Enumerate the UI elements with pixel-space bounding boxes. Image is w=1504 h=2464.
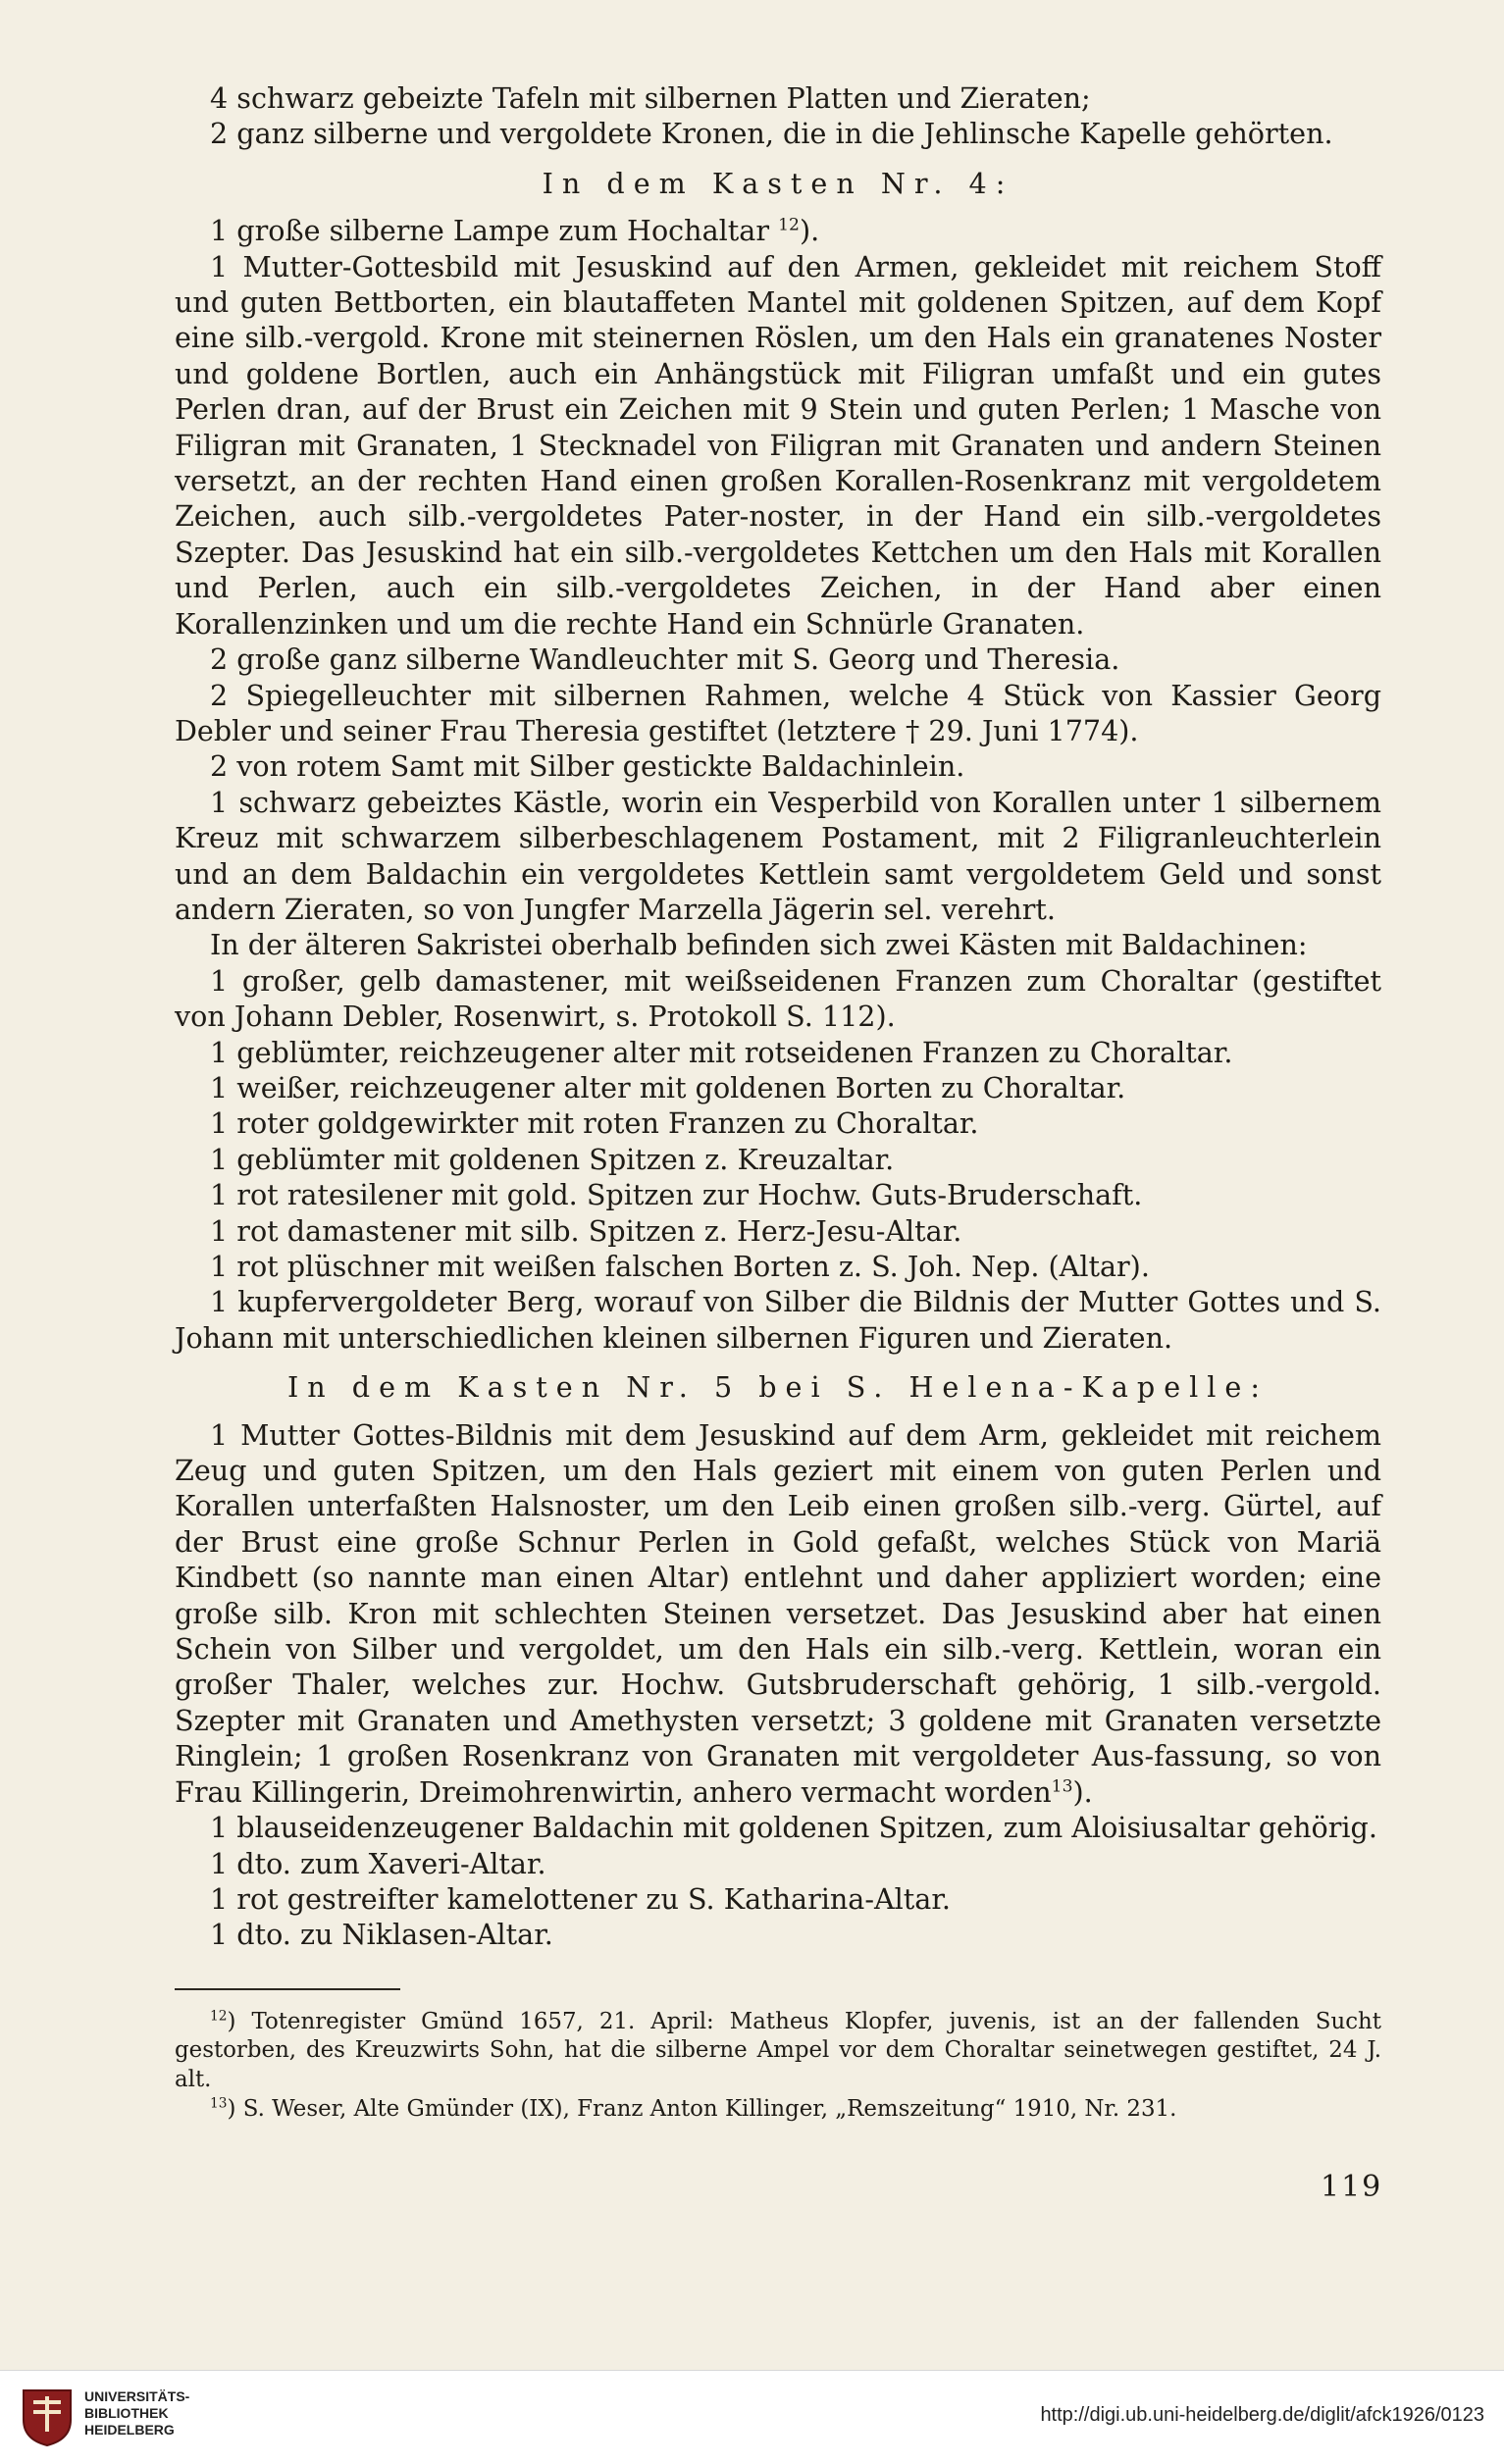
footnote-reference[interactable]: 12 bbox=[778, 215, 800, 235]
inventory-entry bbox=[175, 1177, 1381, 1212]
inventory-entry bbox=[175, 1810, 1381, 1845]
entry-text: 1 weißer, reichzeugener alter mit goldenen Borten zu Choraltar. bbox=[210, 1070, 1126, 1104]
entry-text: 1 geblümter mit goldenen Spitzen z. Kreuzaltar. bbox=[210, 1142, 895, 1176]
inventory-entry bbox=[175, 213, 1381, 248]
inventory-entry bbox=[175, 1284, 1381, 1356]
university-seal-icon bbox=[20, 2387, 75, 2447]
inventory-entry bbox=[175, 249, 1381, 642]
inventory-entry bbox=[175, 785, 1381, 928]
inventory-entry bbox=[175, 80, 1381, 116]
entry-text: In dem Kasten Nr. 4: bbox=[542, 166, 1014, 200]
inventory-entry bbox=[175, 642, 1381, 677]
entry-text: 1 rot plüschner mit weißen falschen Borten z. S. Joh. Nep. (Altar). bbox=[210, 1250, 1150, 1283]
footnote-mark: 13 bbox=[210, 2094, 228, 2111]
entry-text: 2 von rotem Samt mit Silber gestickte Baldachinlein. bbox=[210, 749, 965, 784]
library-name-line3: HEIDELBERG bbox=[84, 2422, 175, 2438]
footnote-divider bbox=[175, 1988, 400, 1990]
entry-text-tail: ). bbox=[799, 214, 820, 248]
inventory-entry bbox=[175, 963, 1381, 1035]
entry-text: 1 dto. zu Niklasen-Altar. bbox=[210, 1918, 553, 1952]
entry-text: 1 Mutter Gottes-Bildnis mit dem Jesuskind auf dem Arm, gekleidet mit reichem Zeug und guten Spitzen, um den Hals geziert mit einem von guten Perlen und Korallen unterfaßten Halsnoster, um den Leib einen großen silb.-verg. Gürtel, auf der Brust eine große Schnur Perlen in Gold gefaßt, welches Stück von Mariä Kindbett (so nannte man einen Altar) entlehnt und daher appliziert worden; eine große silb. Kron mit schlechten Steinen versetzet. Das Jesuskind aber hat einen Schein von Silber und vergoldet, um den Hals ein silb.-verg. Kettlein, woran ein großer Thaler, welches zur. Hochw. Gutsbruderschaft gehörig, 1 silb.-vergold. Szepter mit Granaten und Amethysten versetzt; 3 goldene mit Granaten versetzte Ringlein; 1 großen Rosenkranz von Granaten mit vergoldeter Aus-fassung, so von Frau Killingerin, Dreimohrenwirtin, anhero vermacht worden bbox=[175, 1417, 1381, 1809]
footnote-text: Totenregister Gmünd 1657, 21. April: Matheus Klopfer, juvenis, ist an der fallenden Sucht gestorben, des Kreuzwirts Sohn, hat die silberne Ampel vor dem Choraltar seinetwegen gestiftet, 24 J. alt. bbox=[175, 2008, 1381, 2092]
entry-text: 2 große ganz silberne Wandleuchter mit S. Georg und Theresia. bbox=[210, 642, 1120, 677]
inventory-entry bbox=[175, 1142, 1381, 1177]
entry-text: 1 rot damastener mit silb. Spitzen z. Herz-Jesu-Altar. bbox=[210, 1213, 962, 1248]
entry-text: 1 blauseidenzeugener Baldachin mit goldenen Spitzen, zum Aloisiusaltar gehörig. bbox=[210, 1811, 1377, 1845]
entry-text: 1 Mutter-Gottesbild mit Jesuskind auf den Armen, gekleidet mit reichem Stoff und guten Bettborten, ein blautaffeten Mantel mit goldenen Spitzen, auf dem Kopf eine silb.-vergold. Krone mit steinernen Röslen, um den Hals ein granatenes Noster und goldene Bortlen, auch ein Anhängstück mit Filigran umfaßt und ein gutes Perlen dran, auf der Brust ein Zeichen mit 9 Stein und guten Perlen; 1 Masche von Filigran mit Granaten, 1 Stecknadel von Filigran mit Granaten und andern Steinen versetzt, an der rechten Hand einen großen Korallen-Rosenkranz mit vergoldetem Zeichen, auch silb.-vergoldetes Pater-noster, in der Hand ein silb.-vergoldetes Szepter. Das Jesuskind hat ein silb.-vergoldetes Kettchen um den Hals mit Korallen und Perlen, auch ein silb.-vergoldetes Zeichen, in der Hand aber einen Korallenzinken und um die rechte Hand ein Schnürle Granaten. bbox=[175, 249, 1381, 641]
entry-text: 1 roter goldgewirkter mit roten Franzen zu Choraltar. bbox=[210, 1106, 979, 1141]
entry-text: 2 Spiegelleuchter mit silbernen Rahmen, welche 4 Stück von Kassier Georg Debler und seiner Frau Theresia gestiftet (letztere † 29. Juni 1774). bbox=[175, 678, 1381, 747]
entry-text-tail: ). bbox=[1072, 1774, 1093, 1809]
inventory-entry bbox=[175, 1846, 1381, 1881]
entry-text: 1 geblümter, reichzeugener alter mit rotseidenen Franzen zu Choraltar. bbox=[210, 1035, 1233, 1069]
inventory-entry bbox=[175, 1105, 1381, 1141]
inventory-entry bbox=[175, 748, 1381, 784]
entry-text: 1 große silberne Lampe zum Hochaltar bbox=[210, 214, 779, 248]
entry-text: 1 großer, gelb damastener, mit weißseidenen Franzen zum Choraltar (gestiftet von Johann Debler, Rosenwirt, s. Protokoll S. 112). bbox=[175, 963, 1381, 1034]
inventory-entry bbox=[175, 1881, 1381, 1917]
entry-text: 4 schwarz gebeizte Tafeln mit silbernen Platten und Zieraten; bbox=[210, 81, 1091, 115]
section-heading bbox=[175, 166, 1381, 201]
section-heading bbox=[175, 1369, 1381, 1405]
inventory-entry bbox=[175, 1035, 1381, 1070]
footnote-reference[interactable]: 13 bbox=[1051, 1776, 1073, 1797]
footnote-mark: 12 bbox=[210, 2008, 228, 2025]
entry-text: 1 dto. zum Xaveri-Altar. bbox=[210, 1846, 546, 1880]
page-body bbox=[175, 80, 1381, 2124]
permalink-url[interactable]: http://digi.ub.uni-heidelberg.de/diglit/afck1926/0123 bbox=[1040, 2404, 1484, 2426]
entry-text: 1 schwarz gebeiztes Kästle, worin ein Vesperbild von Korallen unter 1 silbernem Kreuz mit schwarzem silberbeschlagenem Postament, mit 2 Filigranleuchterlein und an dem Baldachin ein vergoldetes Kettlein samt vergoldetem Geld und sonst andern Zieraten, so von Jungfer Marzella Jägerin sel. verehrt. bbox=[175, 785, 1381, 926]
inventory-entry bbox=[175, 116, 1381, 151]
inventory-entry bbox=[175, 927, 1381, 962]
entry-text: 1 rot gestreifter kamelottener zu S. Katharina-Altar. bbox=[210, 1881, 951, 1916]
entry-text: 2 ganz silberne und vergoldete Kronen, die in die Jehlinsche Kapelle gehörten. bbox=[210, 117, 1333, 151]
library-name-line2: BIBLIOTHEK bbox=[84, 2405, 169, 2421]
entry-text: In der älteren Sakristei oberhalb befinden sich zwei Kästen mit Baldachinen: bbox=[210, 928, 1308, 962]
footnote bbox=[175, 2095, 1381, 2125]
inventory-entry bbox=[175, 1070, 1381, 1105]
footnote-text: S. Weser, Alte Gmünder (IX), Franz Anton Killinger, „Remszeitung“ 1910, Nr. 231. bbox=[242, 2095, 1177, 2122]
inventory-entry bbox=[175, 1917, 1381, 1952]
footnote-mark-paren: ) bbox=[227, 2008, 252, 2034]
inventory-entry bbox=[175, 1213, 1381, 1249]
entry-text: In dem Kasten Nr. 5 bei S. Helena-Kapelle: bbox=[287, 1370, 1269, 1405]
inventory-entry bbox=[175, 678, 1381, 749]
library-name-line1: UNIVERSITÄTS- bbox=[84, 2388, 190, 2404]
library-name bbox=[84, 2388, 189, 2438]
entry-text: 1 kupfervergoldeter Berg, worauf von Silber die Bildnis der Mutter Gottes und S. Johann mit unterschiedlichen kleinen silbernen Figuren und Zieraten. bbox=[175, 1285, 1381, 1355]
footnote-mark-paren: ) bbox=[227, 2095, 243, 2122]
inventory-entry bbox=[175, 1249, 1381, 1284]
inventory-entry bbox=[175, 1417, 1381, 1810]
viewer-footer bbox=[0, 2370, 1504, 2464]
entry-text: 1 rot ratesilener mit gold. Spitzen zur Hochw. Guts-Bruderschaft. bbox=[210, 1178, 1143, 1212]
footnote bbox=[175, 2008, 1381, 2095]
page-number: 119 bbox=[1321, 2170, 1383, 2204]
